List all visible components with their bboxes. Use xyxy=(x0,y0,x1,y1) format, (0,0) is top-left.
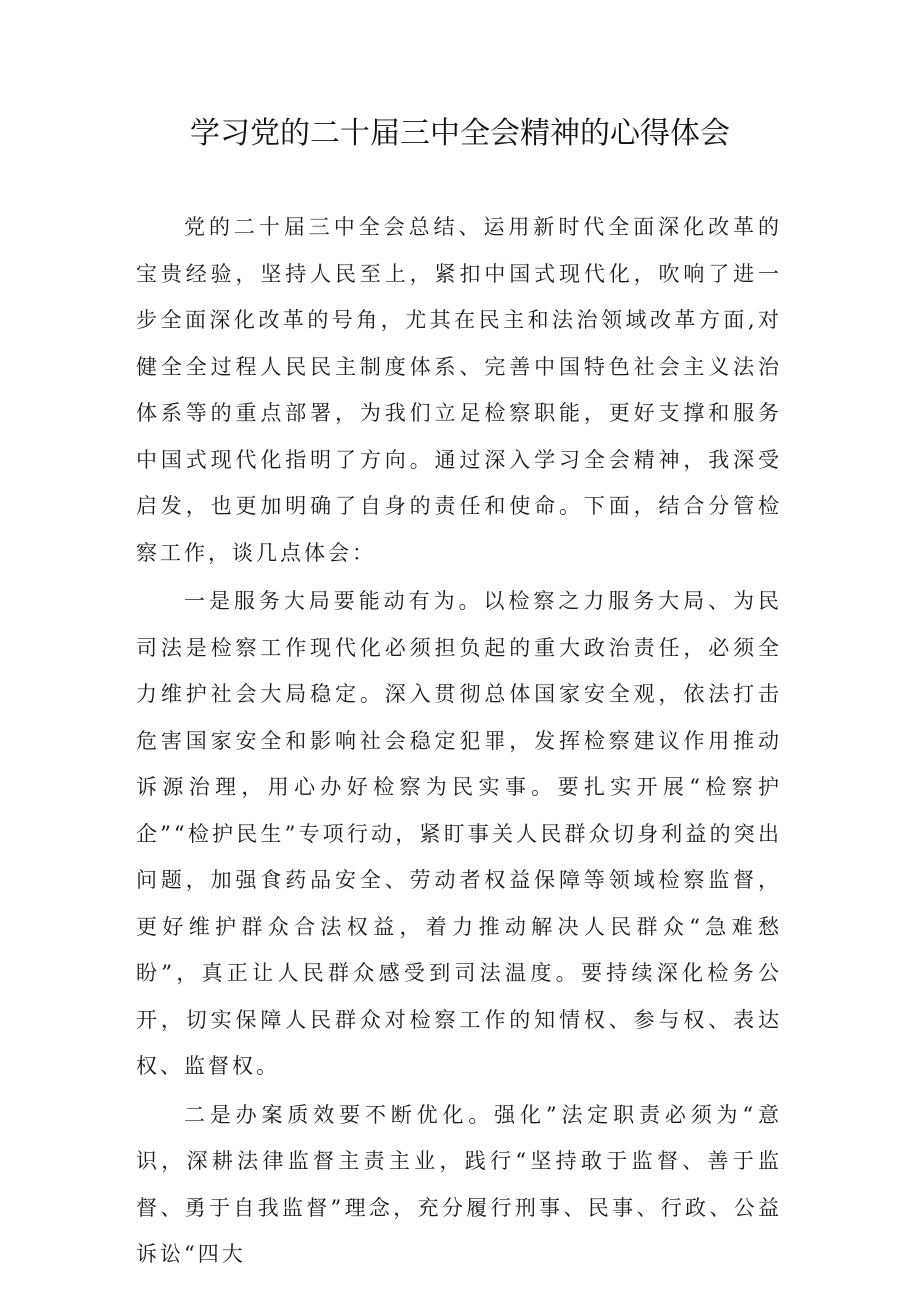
paragraph-point-one: 一是服务大局要能动有为。以检察之力服务大局、为民司法是检察工作现代化必须担负起的重大政治责任，必须全力维护社会大局稳定。深入贯彻总体国家安全观，依法打击危害国家安全和影响社会稳定犯罪，发挥检察建议作用推动诉源治理，用心办好检察为民实事。要扎实开展“检察护企”“检护民生”专项行动，紧盯事关人民群众切身利益的突出问题，加强食药品安全、劳动者权益保障等领域检察监督，更好维护群众合法权益，着力推动解决人民群众“急难愁盼”，真正让人民群众感受到司法温度。要持续深化检务公开，切实保障人民群众对检察工作的知情权、参与权、表达权、监督权。 xyxy=(136,589,782,1078)
paragraph-point-two: 二是办案质效要不断优化。强化”法定职责必须为“意识，深耕法律监督主责主业，践行“坚持敢于监督、善于监督、勇于自我监督”理念，充分履行刑事、民事、行政、公益诉讼“四大 xyxy=(136,1102,782,1266)
document-body xyxy=(136,204,782,1278)
paragraph-intro: 党的二十届三中全会总结、运用新时代全面深化改革的宝贵经验，坚持人民至上，紧扣中国式现代化，吹响了进一步全面深化改革的号角，尤其在民主和法治领域改革方面,对健全全过程人民民主制度体系、完善中国特色社会主义法治体系等的重点部署，为我们立足检察职能，更好支撑和服务中国式现代化指明了方向。通过深入学习全会精神，我深受启发，也更加明确了自身的责任和使命。下面，结合分管检察工作，谈几点体会： xyxy=(136,215,782,565)
document-title: 学习党的二十届三中全会精神的心得体会 xyxy=(190,116,730,151)
